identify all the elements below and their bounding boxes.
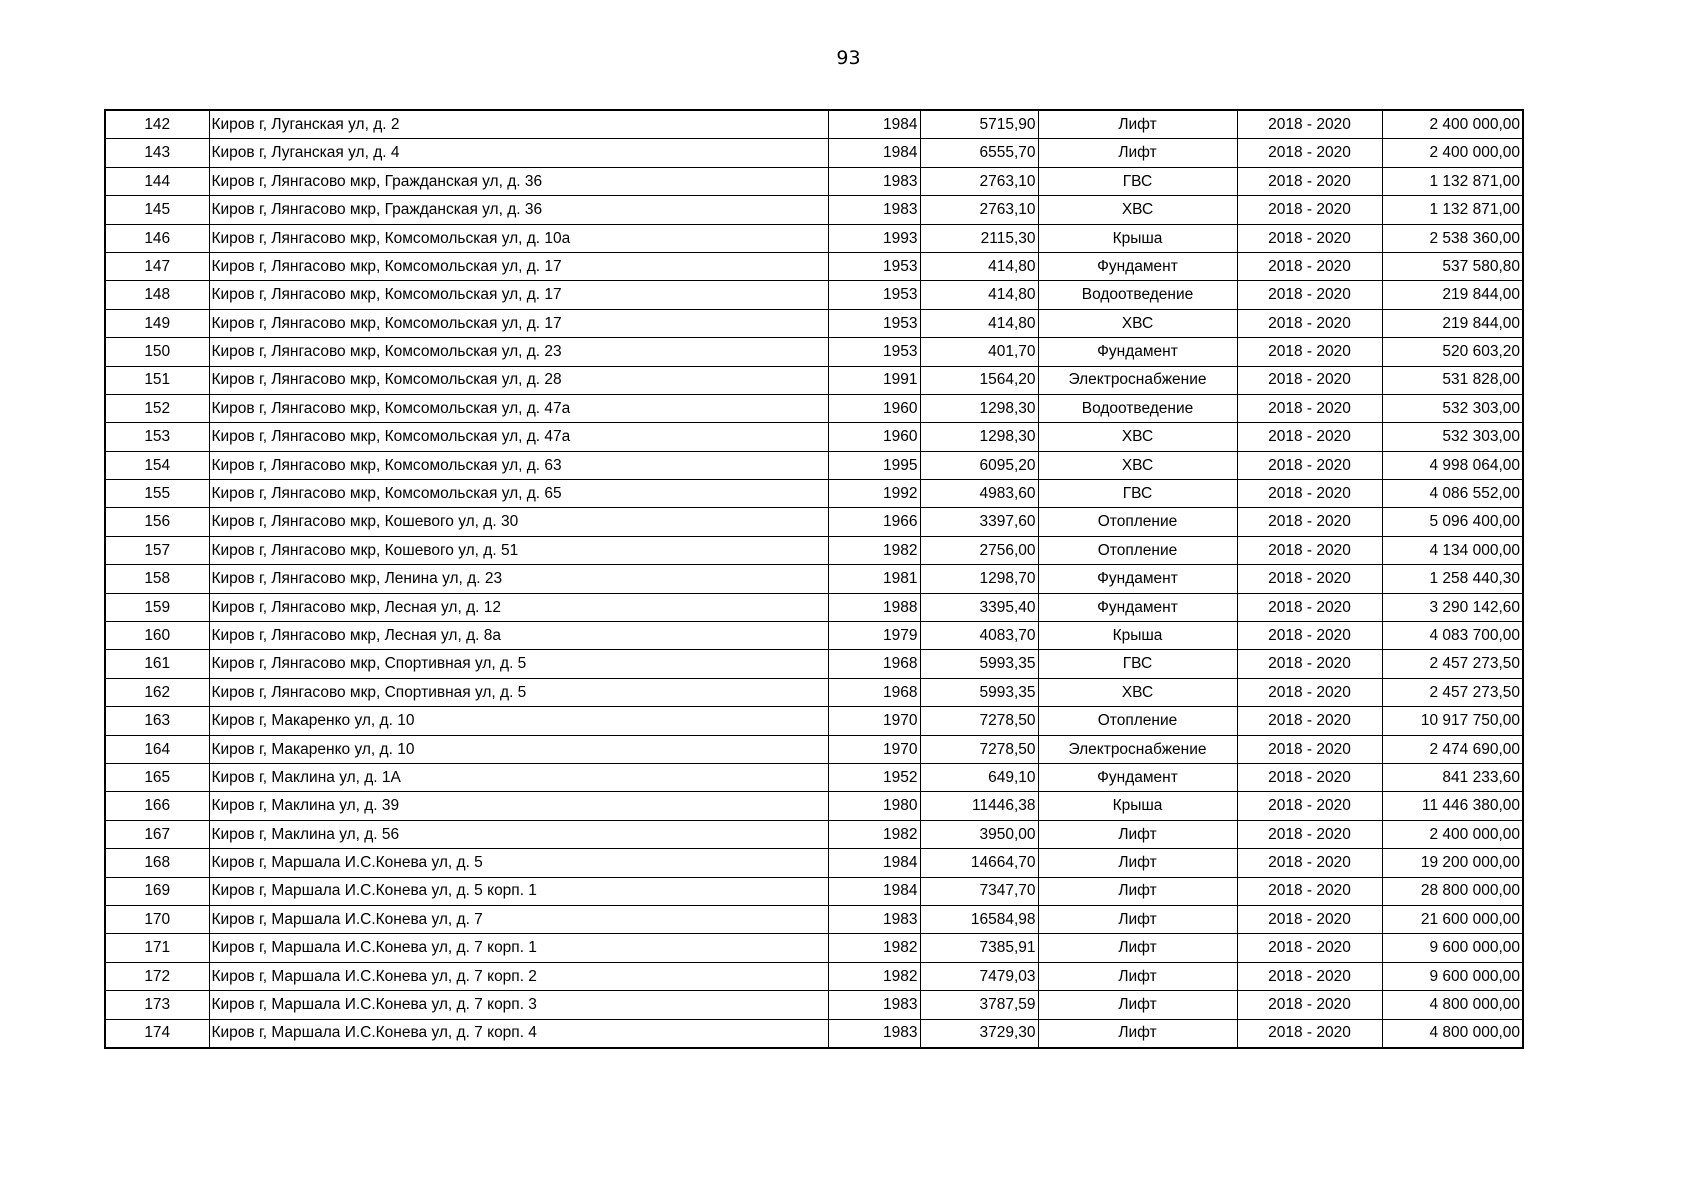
- table-row: [105, 224, 1523, 252]
- cell-address: Киров г, Лянгасово мкр, Комсомольская ул, д. 10а: [209, 224, 828, 252]
- cell-work-type: ХВС: [1038, 678, 1237, 706]
- cell-period: 2018 - 2020: [1237, 877, 1382, 905]
- cell-work-type: Лифт: [1038, 1019, 1237, 1048]
- cell-address: Киров г, Лянгасово мкр, Лесная ул, д. 8а: [209, 622, 828, 650]
- cell-year-built: 1953: [828, 338, 920, 366]
- cell-year-built: 1984: [828, 877, 920, 905]
- cell-work-type: Отопление: [1038, 536, 1237, 564]
- cell-cost: 2 538 360,00: [1382, 224, 1523, 252]
- cell-area: 2763,10: [920, 196, 1038, 224]
- cell-period: 2018 - 2020: [1237, 962, 1382, 990]
- cell-work-type: Крыша: [1038, 622, 1237, 650]
- repair-program-table: [104, 109, 1524, 1049]
- cell-year-built: 1952: [828, 763, 920, 791]
- cell-row-number: 164: [105, 735, 209, 763]
- cell-period: 2018 - 2020: [1237, 991, 1382, 1019]
- cell-year-built: 1960: [828, 423, 920, 451]
- cell-cost: 21 600 000,00: [1382, 905, 1523, 933]
- cell-work-type: ХВС: [1038, 309, 1237, 337]
- cell-work-type: ГВС: [1038, 480, 1237, 508]
- table-row: [105, 565, 1523, 593]
- cell-work-type: Лифт: [1038, 877, 1237, 905]
- cell-period: 2018 - 2020: [1237, 196, 1382, 224]
- cell-address: Киров г, Лянгасово мкр, Комсомольская ул, д. 17: [209, 309, 828, 337]
- cell-address: Киров г, Маршала И.С.Конева ул, д. 7 корп. 1: [209, 934, 828, 962]
- cell-area: 6095,20: [920, 451, 1038, 479]
- cell-area: 7385,91: [920, 934, 1038, 962]
- cell-year-built: 1953: [828, 281, 920, 309]
- cell-period: 2018 - 2020: [1237, 820, 1382, 848]
- table-row: [105, 792, 1523, 820]
- cell-period: 2018 - 2020: [1237, 480, 1382, 508]
- cell-cost: 1 258 440,30: [1382, 565, 1523, 593]
- cell-work-type: Лифт: [1038, 905, 1237, 933]
- cell-address: Киров г, Маршала И.С.Конева ул, д. 7 корп. 3: [209, 991, 828, 1019]
- cell-row-number: 142: [105, 110, 209, 139]
- cell-cost: 1 132 871,00: [1382, 167, 1523, 195]
- table-row: [105, 934, 1523, 962]
- cell-work-type: Отопление: [1038, 707, 1237, 735]
- cell-cost: 3 290 142,60: [1382, 593, 1523, 621]
- cell-area: 1298,70: [920, 565, 1038, 593]
- table-row: [105, 707, 1523, 735]
- table-row: [105, 480, 1523, 508]
- cell-area: 14664,70: [920, 849, 1038, 877]
- cell-work-type: Фундамент: [1038, 252, 1237, 280]
- cell-address: Киров г, Луганская ул, д. 4: [209, 139, 828, 167]
- cell-period: 2018 - 2020: [1237, 905, 1382, 933]
- cell-period: 2018 - 2020: [1237, 565, 1382, 593]
- cell-address: Киров г, Лянгасово мкр, Комсомольская ул, д. 17: [209, 281, 828, 309]
- cell-work-type: Лифт: [1038, 139, 1237, 167]
- cell-address: Киров г, Лянгасово мкр, Ленина ул, д. 23: [209, 565, 828, 593]
- cell-address: Киров г, Лянгасово мкр, Комсомольская ул, д. 23: [209, 338, 828, 366]
- cell-year-built: 1984: [828, 139, 920, 167]
- cell-year-built: 1988: [828, 593, 920, 621]
- cell-work-type: Фундамент: [1038, 593, 1237, 621]
- table-row: [105, 877, 1523, 905]
- cell-year-built: 1953: [828, 309, 920, 337]
- cell-work-type: Фундамент: [1038, 763, 1237, 791]
- cell-period: 2018 - 2020: [1237, 508, 1382, 536]
- cell-area: 7278,50: [920, 707, 1038, 735]
- cell-area: 3787,59: [920, 991, 1038, 1019]
- cell-row-number: 165: [105, 763, 209, 791]
- cell-cost: 4 800 000,00: [1382, 991, 1523, 1019]
- table-row: [105, 735, 1523, 763]
- cell-area: 1564,20: [920, 366, 1038, 394]
- cell-work-type: ХВС: [1038, 451, 1237, 479]
- cell-row-number: 144: [105, 167, 209, 195]
- cell-cost: 9 600 000,00: [1382, 962, 1523, 990]
- cell-period: 2018 - 2020: [1237, 1019, 1382, 1048]
- cell-period: 2018 - 2020: [1237, 650, 1382, 678]
- cell-address: Киров г, Лянгасово мкр, Гражданская ул, д. 36: [209, 196, 828, 224]
- cell-address: Киров г, Лянгасово мкр, Комсомольская ул, д. 63: [209, 451, 828, 479]
- cell-row-number: 156: [105, 508, 209, 536]
- cell-area: 649,10: [920, 763, 1038, 791]
- cell-cost: 532 303,00: [1382, 423, 1523, 451]
- cell-address: Киров г, Лянгасово мкр, Лесная ул, д. 12: [209, 593, 828, 621]
- cell-year-built: 1983: [828, 167, 920, 195]
- cell-area: 2756,00: [920, 536, 1038, 564]
- cell-cost: 28 800 000,00: [1382, 877, 1523, 905]
- cell-row-number: 158: [105, 565, 209, 593]
- table-row: [105, 678, 1523, 706]
- table-row: [105, 252, 1523, 280]
- cell-period: 2018 - 2020: [1237, 451, 1382, 479]
- cell-row-number: 154: [105, 451, 209, 479]
- cell-row-number: 157: [105, 536, 209, 564]
- cell-cost: 219 844,00: [1382, 309, 1523, 337]
- cell-area: 1298,30: [920, 423, 1038, 451]
- cell-row-number: 155: [105, 480, 209, 508]
- table-row: [105, 962, 1523, 990]
- cell-work-type: Лифт: [1038, 962, 1237, 990]
- cell-cost: 4 083 700,00: [1382, 622, 1523, 650]
- cell-cost: 531 828,00: [1382, 366, 1523, 394]
- cell-year-built: 1982: [828, 536, 920, 564]
- table-row: [105, 650, 1523, 678]
- cell-year-built: 1993: [828, 224, 920, 252]
- cell-address: Киров г, Макаренко ул, д. 10: [209, 735, 828, 763]
- cell-address: Киров г, Лянгасово мкр, Спортивная ул, д. 5: [209, 678, 828, 706]
- cell-period: 2018 - 2020: [1237, 252, 1382, 280]
- cell-work-type: ХВС: [1038, 196, 1237, 224]
- cell-cost: 537 580,80: [1382, 252, 1523, 280]
- cell-work-type: ГВС: [1038, 650, 1237, 678]
- cell-address: Киров г, Маршала И.С.Конева ул, д. 7: [209, 905, 828, 933]
- cell-row-number: 146: [105, 224, 209, 252]
- cell-year-built: 1995: [828, 451, 920, 479]
- cell-year-built: 1968: [828, 678, 920, 706]
- cell-cost: 2 400 000,00: [1382, 139, 1523, 167]
- cell-area: 6555,70: [920, 139, 1038, 167]
- cell-work-type: Отопление: [1038, 508, 1237, 536]
- cell-row-number: 168: [105, 849, 209, 877]
- cell-row-number: 159: [105, 593, 209, 621]
- cell-period: 2018 - 2020: [1237, 934, 1382, 962]
- cell-row-number: 163: [105, 707, 209, 735]
- cell-row-number: 169: [105, 877, 209, 905]
- cell-cost: 4 134 000,00: [1382, 536, 1523, 564]
- cell-year-built: 1983: [828, 991, 920, 1019]
- cell-year-built: 1982: [828, 962, 920, 990]
- cell-year-built: 1982: [828, 934, 920, 962]
- cell-cost: 2 400 000,00: [1382, 820, 1523, 848]
- cell-work-type: Лифт: [1038, 934, 1237, 962]
- cell-year-built: 1960: [828, 394, 920, 422]
- table-row: [105, 110, 1523, 139]
- cell-period: 2018 - 2020: [1237, 707, 1382, 735]
- cell-area: 16584,98: [920, 905, 1038, 933]
- cell-work-type: ХВС: [1038, 423, 1237, 451]
- cell-row-number: 143: [105, 139, 209, 167]
- cell-area: 414,80: [920, 281, 1038, 309]
- cell-work-type: Водоотведение: [1038, 281, 1237, 309]
- cell-work-type: Водоотведение: [1038, 394, 1237, 422]
- cell-area: 7479,03: [920, 962, 1038, 990]
- cell-row-number: 171: [105, 934, 209, 962]
- table-row: [105, 849, 1523, 877]
- cell-area: 3395,40: [920, 593, 1038, 621]
- cell-period: 2018 - 2020: [1237, 536, 1382, 564]
- cell-year-built: 1984: [828, 849, 920, 877]
- cell-year-built: 1982: [828, 820, 920, 848]
- cell-address: Киров г, Лянгасово мкр, Комсомольская ул, д. 47а: [209, 394, 828, 422]
- cell-row-number: 147: [105, 252, 209, 280]
- page-number: 93: [836, 47, 861, 69]
- cell-row-number: 145: [105, 196, 209, 224]
- cell-address: Киров г, Маклина ул, д. 39: [209, 792, 828, 820]
- cell-cost: 1 132 871,00: [1382, 196, 1523, 224]
- cell-cost: 5 096 400,00: [1382, 508, 1523, 536]
- cell-period: 2018 - 2020: [1237, 167, 1382, 195]
- cell-address: Киров г, Лянгасово мкр, Кошевого ул, д. 30: [209, 508, 828, 536]
- cell-year-built: 1953: [828, 252, 920, 280]
- cell-period: 2018 - 2020: [1237, 678, 1382, 706]
- table-row: [105, 536, 1523, 564]
- cell-area: 2115,30: [920, 224, 1038, 252]
- table-row: [105, 508, 1523, 536]
- cell-cost: 2 400 000,00: [1382, 110, 1523, 139]
- cell-year-built: 1984: [828, 110, 920, 139]
- cell-area: 5993,35: [920, 678, 1038, 706]
- cell-address: Киров г, Маклина ул, д. 1А: [209, 763, 828, 791]
- cell-row-number: 167: [105, 820, 209, 848]
- cell-year-built: 1992: [828, 480, 920, 508]
- cell-area: 3397,60: [920, 508, 1038, 536]
- cell-row-number: 148: [105, 281, 209, 309]
- cell-address: Киров г, Маклина ул, д. 56: [209, 820, 828, 848]
- cell-row-number: 153: [105, 423, 209, 451]
- cell-period: 2018 - 2020: [1237, 792, 1382, 820]
- table-row: [105, 451, 1523, 479]
- cell-row-number: 149: [105, 309, 209, 337]
- table-row: [105, 338, 1523, 366]
- cell-period: 2018 - 2020: [1237, 622, 1382, 650]
- cell-area: 414,80: [920, 252, 1038, 280]
- cell-address: Киров г, Лянгасово мкр, Комсомольская ул, д. 28: [209, 366, 828, 394]
- cell-period: 2018 - 2020: [1237, 110, 1382, 139]
- table-row: [105, 139, 1523, 167]
- cell-area: 4083,70: [920, 622, 1038, 650]
- cell-area: 5993,35: [920, 650, 1038, 678]
- table-row: [105, 1019, 1523, 1048]
- cell-cost: 10 917 750,00: [1382, 707, 1523, 735]
- cell-period: 2018 - 2020: [1237, 423, 1382, 451]
- cell-address: Киров г, Маршала И.С.Конева ул, д. 5 корп. 1: [209, 877, 828, 905]
- table-row: [105, 281, 1523, 309]
- cell-address: Киров г, Луганская ул, д. 2: [209, 110, 828, 139]
- cell-work-type: Фундамент: [1038, 565, 1237, 593]
- cell-work-type: ГВС: [1038, 167, 1237, 195]
- cell-year-built: 1968: [828, 650, 920, 678]
- cell-year-built: 1970: [828, 735, 920, 763]
- cell-address: Киров г, Лянгасово мкр, Комсомольская ул, д. 17: [209, 252, 828, 280]
- cell-row-number: 173: [105, 991, 209, 1019]
- table-row: [105, 991, 1523, 1019]
- cell-cost: 532 303,00: [1382, 394, 1523, 422]
- cell-cost: 841 233,60: [1382, 763, 1523, 791]
- cell-cost: 19 200 000,00: [1382, 849, 1523, 877]
- cell-period: 2018 - 2020: [1237, 139, 1382, 167]
- cell-cost: 4 086 552,00: [1382, 480, 1523, 508]
- cell-area: 3729,30: [920, 1019, 1038, 1048]
- cell-area: 11446,38: [920, 792, 1038, 820]
- cell-period: 2018 - 2020: [1237, 338, 1382, 366]
- cell-cost: 4 800 000,00: [1382, 1019, 1523, 1048]
- cell-row-number: 151: [105, 366, 209, 394]
- cell-row-number: 161: [105, 650, 209, 678]
- cell-address: Киров г, Лянгасово мкр, Комсомольская ул, д. 47а: [209, 423, 828, 451]
- cell-work-type: Лифт: [1038, 991, 1237, 1019]
- cell-area: 1298,30: [920, 394, 1038, 422]
- cell-year-built: 1979: [828, 622, 920, 650]
- cell-address: Киров г, Маршала И.С.Конева ул, д. 7 корп. 2: [209, 962, 828, 990]
- cell-area: 2763,10: [920, 167, 1038, 195]
- cell-area: 3950,00: [920, 820, 1038, 848]
- cell-work-type: Крыша: [1038, 792, 1237, 820]
- cell-cost: 11 446 380,00: [1382, 792, 1523, 820]
- cell-row-number: 150: [105, 338, 209, 366]
- cell-row-number: 166: [105, 792, 209, 820]
- cell-row-number: 152: [105, 394, 209, 422]
- cell-period: 2018 - 2020: [1237, 366, 1382, 394]
- table-row: [105, 394, 1523, 422]
- cell-year-built: 1966: [828, 508, 920, 536]
- cell-year-built: 1983: [828, 905, 920, 933]
- cell-cost: 219 844,00: [1382, 281, 1523, 309]
- cell-address: Киров г, Макаренко ул, д. 10: [209, 707, 828, 735]
- cell-row-number: 160: [105, 622, 209, 650]
- cell-row-number: 162: [105, 678, 209, 706]
- cell-area: 4983,60: [920, 480, 1038, 508]
- cell-address: Киров г, Маршала И.С.Конева ул, д. 7 корп. 4: [209, 1019, 828, 1048]
- cell-year-built: 1983: [828, 1019, 920, 1048]
- cell-work-type: Лифт: [1038, 849, 1237, 877]
- cell-area: 5715,90: [920, 110, 1038, 139]
- cell-cost: 2 474 690,00: [1382, 735, 1523, 763]
- table-row: [105, 196, 1523, 224]
- cell-work-type: Электроснабжение: [1038, 366, 1237, 394]
- cell-period: 2018 - 2020: [1237, 593, 1382, 621]
- cell-period: 2018 - 2020: [1237, 281, 1382, 309]
- table-row: [105, 366, 1523, 394]
- cell-year-built: 1991: [828, 366, 920, 394]
- cell-area: 7347,70: [920, 877, 1038, 905]
- cell-year-built: 1970: [828, 707, 920, 735]
- cell-cost: 520 603,20: [1382, 338, 1523, 366]
- cell-work-type: Крыша: [1038, 224, 1237, 252]
- cell-period: 2018 - 2020: [1237, 763, 1382, 791]
- table-body: [105, 110, 1523, 1048]
- cell-row-number: 174: [105, 1019, 209, 1048]
- cell-address: Киров г, Маршала И.С.Конева ул, д. 5: [209, 849, 828, 877]
- table-row: [105, 309, 1523, 337]
- table-row: [105, 763, 1523, 791]
- table-row: [105, 423, 1523, 451]
- cell-cost: 4 998 064,00: [1382, 451, 1523, 479]
- table-row: [105, 820, 1523, 848]
- table-row: [105, 167, 1523, 195]
- cell-area: 414,80: [920, 309, 1038, 337]
- cell-cost: 2 457 273,50: [1382, 650, 1523, 678]
- cell-work-type: Лифт: [1038, 820, 1237, 848]
- cell-area: 401,70: [920, 338, 1038, 366]
- cell-year-built: 1980: [828, 792, 920, 820]
- table-row: [105, 622, 1523, 650]
- cell-year-built: 1981: [828, 565, 920, 593]
- cell-period: 2018 - 2020: [1237, 224, 1382, 252]
- cell-address: Киров г, Лянгасово мкр, Кошевого ул, д. 51: [209, 536, 828, 564]
- table-row: [105, 905, 1523, 933]
- cell-address: Киров г, Лянгасово мкр, Комсомольская ул, д. 65: [209, 480, 828, 508]
- table-row: [105, 593, 1523, 621]
- cell-cost: 2 457 273,50: [1382, 678, 1523, 706]
- cell-year-built: 1983: [828, 196, 920, 224]
- cell-work-type: Лифт: [1038, 110, 1237, 139]
- cell-area: 7278,50: [920, 735, 1038, 763]
- cell-work-type: Фундамент: [1038, 338, 1237, 366]
- cell-period: 2018 - 2020: [1237, 735, 1382, 763]
- cell-period: 2018 - 2020: [1237, 394, 1382, 422]
- cell-address: Киров г, Лянгасово мкр, Спортивная ул, д. 5: [209, 650, 828, 678]
- cell-address: Киров г, Лянгасово мкр, Гражданская ул, д. 36: [209, 167, 828, 195]
- cell-period: 2018 - 2020: [1237, 849, 1382, 877]
- cell-period: 2018 - 2020: [1237, 309, 1382, 337]
- cell-work-type: Электроснабжение: [1038, 735, 1237, 763]
- cell-row-number: 172: [105, 962, 209, 990]
- cell-row-number: 170: [105, 905, 209, 933]
- cell-cost: 9 600 000,00: [1382, 934, 1523, 962]
